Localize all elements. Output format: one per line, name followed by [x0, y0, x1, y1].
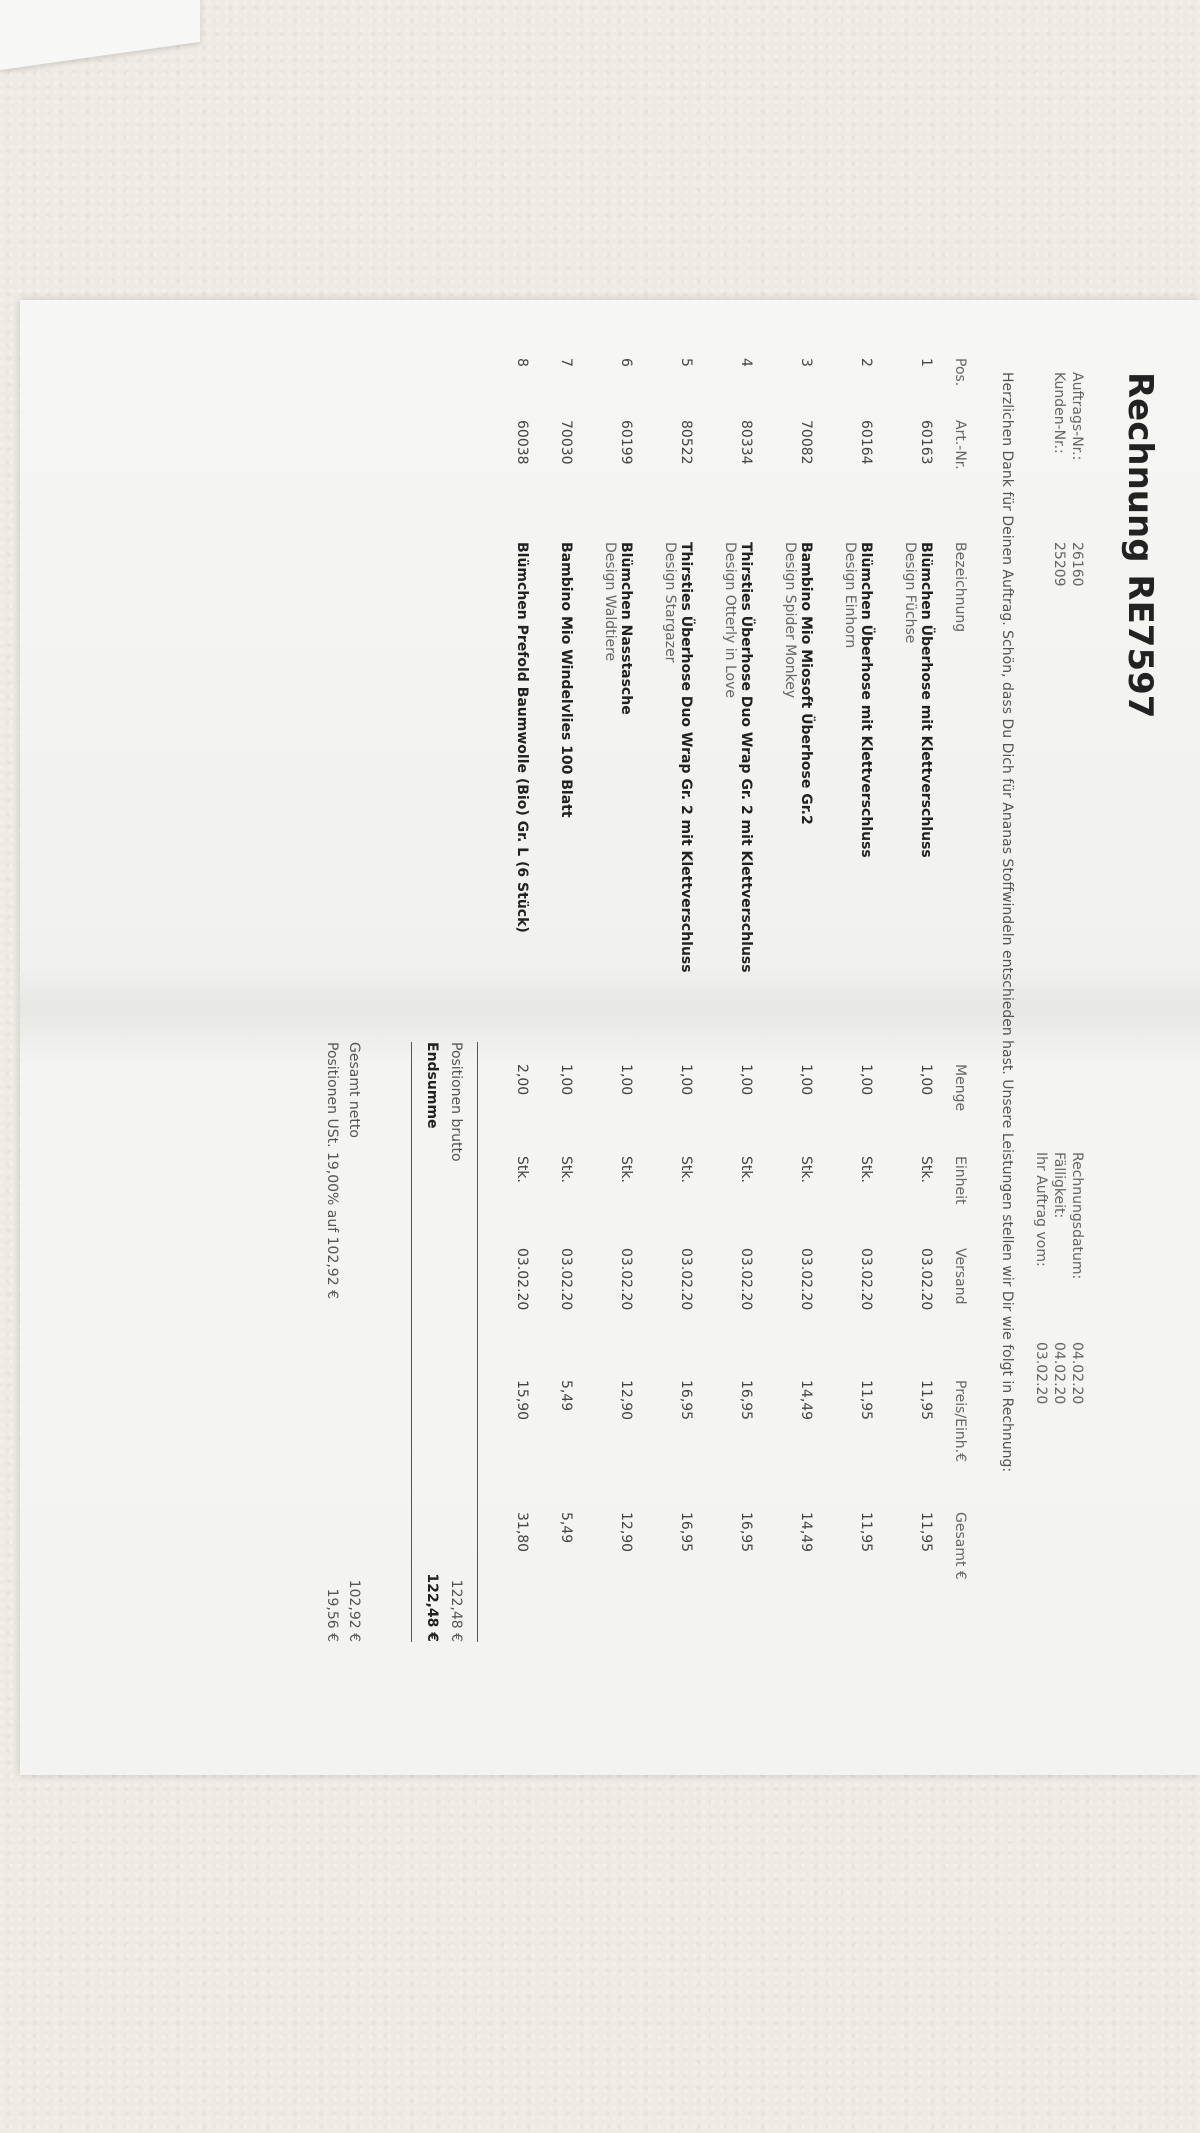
order-number-label: Auftrags-Nr.:: [1069, 372, 1085, 461]
invoice-date-label: Rechnungsdatum:: [1069, 1152, 1085, 1280]
item-menge: 1,00: [558, 1064, 574, 1096]
item-name: Blümchen Nasstasche: [618, 542, 634, 715]
item-art-nr: 70082: [798, 420, 814, 465]
header-menge: Menge: [952, 1064, 968, 1112]
item-versand: 03.02.20: [798, 1248, 814, 1311]
item-name: Blümchen Überhose mit Klettverschluss: [858, 542, 874, 858]
item-pos: 8: [514, 358, 530, 367]
item-description: [640, 536, 700, 1058]
item-preis: 12,90: [618, 1380, 634, 1421]
item-menge: 1,00: [738, 1064, 754, 1096]
item-einheit: Stk.: [558, 1156, 574, 1183]
table-row: [640, 352, 700, 1642]
item-versand: 03.02.20: [618, 1248, 634, 1311]
due-date-value: 04.02.20: [1051, 1342, 1067, 1405]
item-gesamt: 16,95: [738, 1512, 754, 1553]
item-menge: 2,00: [514, 1064, 530, 1096]
item-preis: 16,95: [738, 1380, 754, 1421]
ust-label: Positionen USt. 19,00% auf 102,92 €: [324, 1042, 340, 1299]
table-header-row: [940, 352, 972, 1642]
item-design: Design Einhorn: [842, 542, 858, 649]
item-gesamt: 5,49: [558, 1512, 574, 1544]
item-design: Design Spider Monkey: [782, 542, 798, 699]
item-design: Design Waldtiere: [602, 542, 618, 662]
netto-label: Gesamt netto: [346, 1042, 362, 1138]
item-art-nr: 80522: [678, 420, 694, 465]
item-art-nr: 60163: [918, 420, 934, 465]
item-description: [820, 536, 880, 1058]
item-pos: 3: [798, 358, 814, 367]
item-gesamt: 11,95: [858, 1512, 874, 1553]
due-date-label: Fälligkeit:: [1051, 1152, 1067, 1219]
meta-right-labels: [1032, 1152, 1086, 1279]
header-einheit: Einheit: [952, 1156, 968, 1205]
item-versand: 03.02.20: [514, 1248, 530, 1311]
meta-right-values: [1032, 1342, 1086, 1404]
items-table: [492, 352, 972, 1642]
item-einheit: Stk.: [858, 1156, 874, 1183]
item-description: [700, 536, 760, 1058]
customer-number-label: Kunden-Nr.:: [1051, 372, 1067, 454]
item-menge: 1,00: [618, 1064, 634, 1096]
item-art-nr: 60199: [618, 420, 634, 465]
item-name: Thirsties Überhose Duo Wrap Gr. 2 mit Klettverschluss: [678, 542, 694, 973]
item-art-nr: 80334: [738, 420, 754, 465]
item-name: Blümchen Prefold Baumwolle (Bio) Gr. L (6 Stück): [514, 542, 530, 933]
end-value: 122,48 €: [424, 1573, 440, 1642]
intro-text: Herzlichen Dank für Deinen Auftrag. Schön, dass Du Dich für Ananas Stoffwindeln entschieden hast. Unsere Leistungen stellen wir Dir wie folgt in Rechnung:: [999, 372, 1015, 1473]
item-preis: 11,95: [918, 1380, 934, 1421]
totals-rule-mid: [411, 1042, 412, 1642]
totals-block: [232, 352, 492, 1715]
table-row: [580, 352, 640, 1642]
item-versand: 03.02.20: [858, 1248, 874, 1311]
item-pos: 1: [918, 358, 934, 367]
item-description: [580, 536, 640, 1058]
item-preis: 15,90: [514, 1380, 530, 1421]
item-gesamt: 12,90: [618, 1512, 634, 1553]
header-versand: Versand: [952, 1248, 968, 1305]
item-gesamt: 31,80: [514, 1512, 530, 1553]
ust-value: 19,56 €: [324, 1588, 340, 1642]
item-pos: 4: [738, 358, 754, 367]
item-einheit: Stk.: [798, 1156, 814, 1183]
invoice-date-value: 04.02.20: [1069, 1342, 1085, 1405]
header-art-nr: Art.-Nr.: [952, 420, 968, 470]
item-preis: 5,49: [558, 1380, 574, 1412]
item-name: Blümchen Überhose mit Klettverschluss: [918, 542, 934, 858]
item-versand: 03.02.20: [558, 1248, 574, 1311]
item-menge: 1,00: [798, 1064, 814, 1096]
item-pos: 2: [858, 358, 874, 367]
item-versand: 03.02.20: [738, 1248, 754, 1311]
item-gesamt: 11,95: [918, 1512, 934, 1553]
item-einheit: Stk.: [678, 1156, 694, 1183]
item-design: Design Otterly in Love: [722, 542, 738, 699]
item-versand: 03.02.20: [678, 1248, 694, 1311]
item-design: Design Füchse: [902, 542, 918, 644]
meta-left-labels: [1050, 372, 1086, 460]
end-label: Endsumme: [424, 1042, 440, 1129]
header-bezeichnung: Bezeichnung: [952, 542, 968, 633]
item-description: [760, 536, 820, 1058]
item-description: [536, 536, 580, 1058]
header-gesamt: Gesamt €: [952, 1512, 968, 1580]
item-einheit: Stk.: [514, 1156, 530, 1183]
item-name: Bambino Mio Miosoft Überhose Gr.2: [798, 542, 814, 825]
item-design: Design Stargazer: [662, 542, 678, 663]
item-preis: 16,95: [678, 1380, 694, 1421]
order-number-value: 26160: [1069, 542, 1085, 587]
item-art-nr: 60164: [858, 420, 874, 465]
item-description: [880, 536, 940, 1058]
brutto-label: Positionen brutto: [448, 1042, 464, 1162]
table-row: [492, 352, 536, 1642]
item-art-nr: 60038: [514, 420, 530, 465]
item-pos: 7: [558, 358, 574, 367]
item-gesamt: 16,95: [678, 1512, 694, 1553]
header-preis: Preis/Einh.€: [952, 1380, 968, 1462]
invoice-meta: [1016, 352, 1086, 1715]
header-pos: Pos.: [952, 358, 968, 387]
item-art-nr: 70030: [558, 420, 574, 465]
order-date-value: 03.02.20: [1033, 1342, 1049, 1405]
invoice-paper: [20, 300, 1200, 1775]
item-einheit: Stk.: [738, 1156, 754, 1183]
item-einheit: Stk.: [918, 1156, 934, 1183]
table-row: [760, 352, 820, 1642]
item-einheit: Stk.: [618, 1156, 634, 1183]
invoice-title: Rechnung RE7597: [1120, 372, 1160, 719]
table-row: [820, 352, 880, 1642]
table-row: [880, 352, 940, 1642]
item-pos: 6: [618, 358, 634, 367]
netto-value: 102,92 €: [346, 1579, 362, 1642]
item-name: Bambino Mio Windelvlies 100 Blatt: [558, 542, 574, 818]
customer-number-value: 25209: [1051, 542, 1067, 587]
paper-corner-background: [0, 0, 200, 70]
item-description: [492, 536, 536, 1058]
item-menge: 1,00: [858, 1064, 874, 1096]
item-menge: 1,00: [918, 1064, 934, 1096]
order-date-label: Ihr Auftrag vom:: [1033, 1152, 1049, 1267]
item-pos: 5: [678, 358, 694, 367]
brutto-value: 122,48 €: [448, 1579, 464, 1642]
item-gesamt: 14,49: [798, 1512, 814, 1553]
item-name: Thirsties Überhose Duo Wrap Gr. 2 mit Klettverschluss: [738, 542, 754, 973]
item-menge: 1,00: [678, 1064, 694, 1096]
item-versand: 03.02.20: [918, 1248, 934, 1311]
totals-rule-top: [477, 1042, 478, 1642]
meta-left-values: [1050, 542, 1086, 587]
table-row: [700, 352, 760, 1642]
item-preis: 11,95: [858, 1380, 874, 1421]
item-preis: 14,49: [798, 1380, 814, 1421]
table-row: [536, 352, 580, 1642]
